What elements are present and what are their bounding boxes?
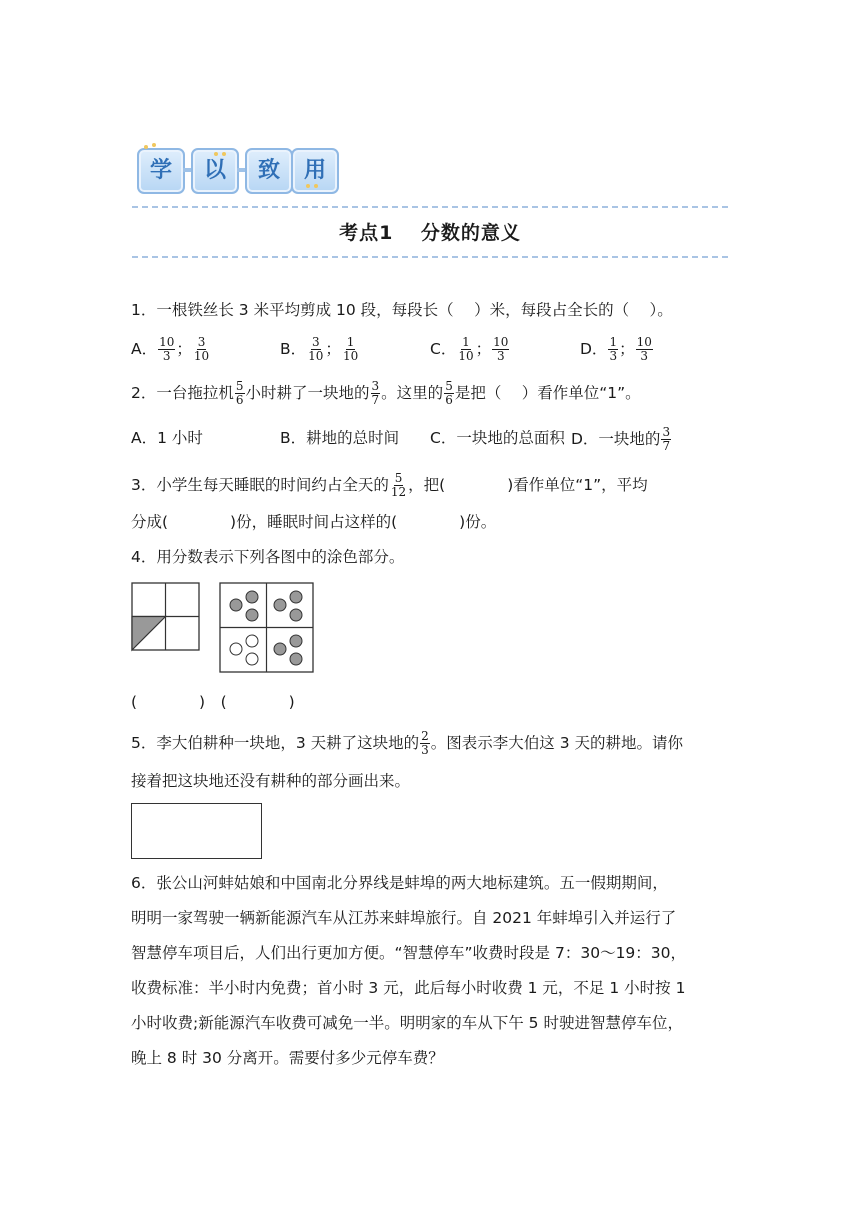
circle-shaded (230, 599, 242, 611)
circle-shaded (246, 609, 258, 621)
circle-shaded (274, 643, 286, 655)
section-title: 考点1 分数的意义 (339, 222, 521, 244)
q6-line: 智慧停车项目后，人们出行更加方便。“智慧停车”收费时段是 7：30～19：30， (131, 944, 687, 962)
q5-field-rectangle[interactable] (131, 803, 262, 859)
circle-shaded (290, 653, 302, 665)
question-4: 4．用分数表示下列各图中的涂色部分。 (131, 548, 405, 566)
q1-text: 1．一根铁丝长 3 米平均剪成 10 段，每段长（ ）米，每段占全长的（ ）。 (131, 301, 673, 319)
circle-empty (246, 635, 258, 647)
q6-line: 6．张公山河蚌姑娘和中国南北分界线是蚌埠的两大地标建筑。五一假期期间， (131, 874, 668, 892)
banner-tile-1: 学 (137, 148, 185, 194)
question-3: 3．小学生每天睡眠的时间约占全天的 $\frac{5}{12}$ ，把( )看作单位“1”，平均 (131, 471, 648, 499)
q2-option-a[interactable]: A．1 小时 (131, 429, 203, 447)
divider-bottom (132, 256, 728, 258)
circle-empty (230, 643, 242, 655)
q1-option-a[interactable]: A． $\frac{10}{3}$ ； $\frac{3}{10}$ (131, 335, 210, 363)
question-5: 5．李大伯耕种一块地，3 天耕了这块地的 $\frac{2}{3}$ 。图表示李大伯这 3 天的耕地。请你 (131, 729, 684, 757)
q2-option-d[interactable]: D．一块地的 $\frac{3}{7}$ (571, 425, 671, 453)
shaded-triangle (132, 617, 166, 651)
q1-option-b[interactable]: B． $\frac{3}{10}$ ； $\frac{1}{10}$ (280, 335, 359, 363)
circle-shaded (290, 635, 302, 647)
circle-shaded (290, 591, 302, 603)
q6-line: 晚上 8 时 30 分离开。需要付多少元停车费？ (131, 1049, 444, 1067)
circle-shaded (246, 591, 258, 603)
q2-option-b[interactable]: B．耕地的总时间 (280, 429, 400, 447)
figure-circle-grid (219, 582, 315, 674)
q2-option-c[interactable]: C．一块地的总面积 (430, 429, 565, 447)
q5-line-2: 接着把这块地还没有耕种的部分画出来。 (131, 772, 411, 790)
circle-shaded (274, 599, 286, 611)
q4-answer-blanks[interactable]: ( ) ( ) (131, 693, 295, 711)
question-2: 2．一台拖拉机 $\frac{5}{6}$ 小时耕了一块地的 $\frac{3}{7}$ 。这里的 $\frac{5}{6}$ 是把（ ）看作单位“1”。 (131, 379, 641, 407)
q3-line-2: 分成( )份，睡眠时间占这样的( )份。 (131, 513, 497, 531)
circle-empty (246, 653, 258, 665)
figure-square-grid (131, 582, 201, 652)
banner-tile-4: 用 (291, 148, 339, 194)
q6-line: 明明一家驾驶一辆新能源汽车从江苏来蚌埠旅行。自 2021 年蚌埠引入并运行了 (131, 909, 677, 927)
divider-top (132, 206, 728, 208)
q1-option-d[interactable]: D． $\frac{1}{3}$ ； $\frac{10}{3}$ (580, 335, 652, 363)
circle-shaded (290, 609, 302, 621)
banner-tile-3: 致 (245, 148, 293, 194)
q1-option-c[interactable]: C． $\frac{1}{10}$ ； $\frac{10}{3}$ (430, 335, 509, 363)
q6-line: 收费标准：半小时内免费；首小时 3 元，此后每小时收费 1 元，不足 1 小时按 1 (131, 979, 686, 997)
banner-tile-2: 以 (191, 148, 239, 194)
q6-line: 小时收费;新能源汽车收费可减免一半。明明家的车从下午 5 时驶进智慧停车位， (131, 1014, 683, 1032)
